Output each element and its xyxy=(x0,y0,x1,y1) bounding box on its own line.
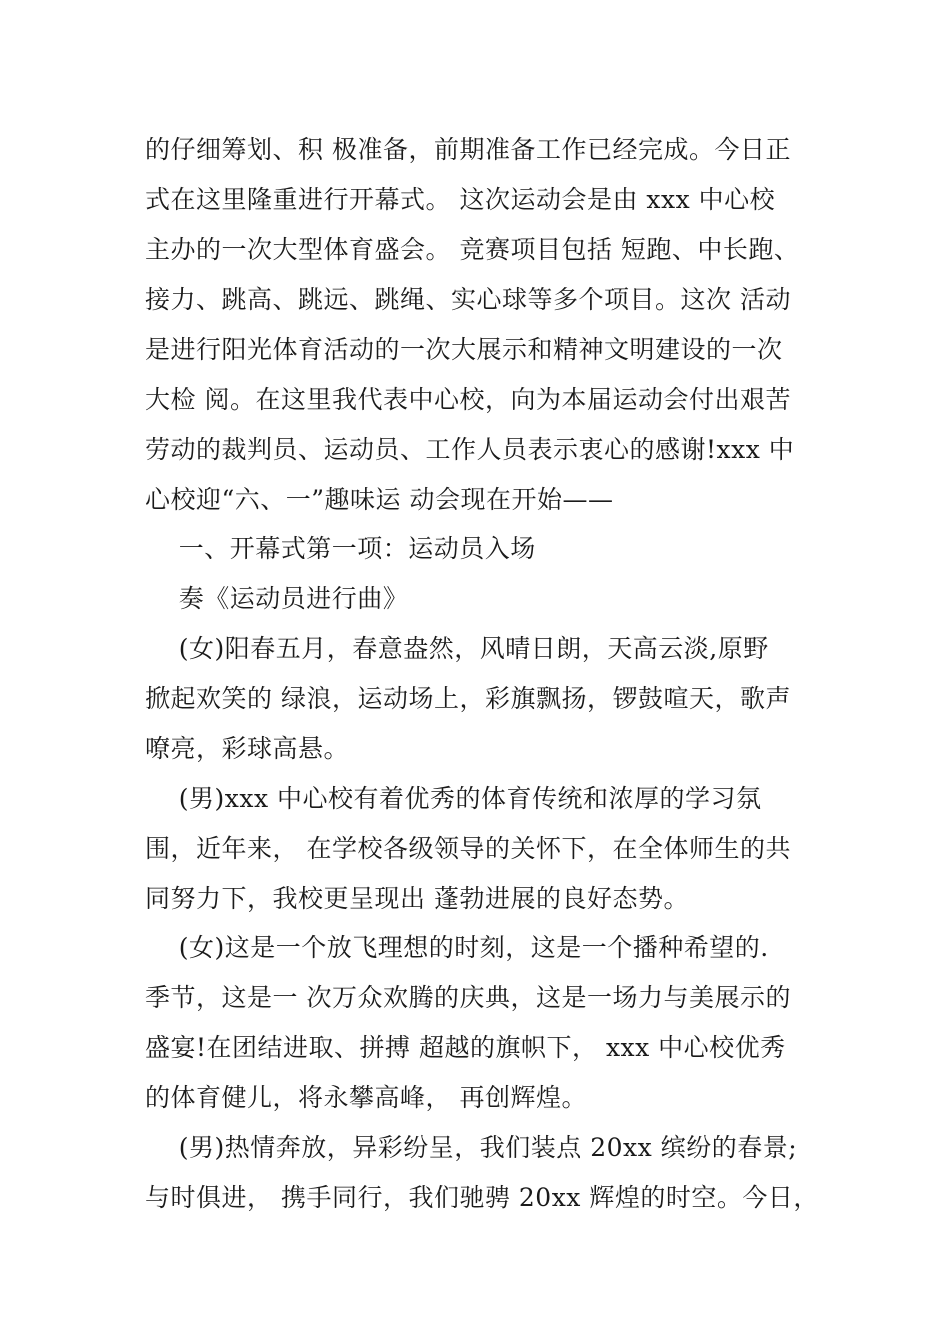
text-line: 接力、跳高、跳远、跳绳、实心球等多个项目。这次 活动 xyxy=(145,285,791,314)
text-line: 劳动的裁判员、运动员、工作人员表示衷心的感谢!xxx 中 xyxy=(145,435,795,464)
text-line: 与时俱进， 携手同行，我们驰骋 20xx 辉煌的时空。今日， xyxy=(145,1183,819,1212)
text-line: 主办的一次大型体育盛会。 竞赛项目包括 短跑、中长跑、 xyxy=(145,235,800,264)
text-line: 的体育健儿，将永攀高峰， 再创辉煌。 xyxy=(145,1083,587,1112)
text-line: 盛宴!在团结进取、拼搏 超越的旗帜下， xxx 中心校优秀 xyxy=(145,1033,786,1062)
text-line: 大检 阅。在这里我代表中心校，向为本届运动会付出艰苦 xyxy=(145,385,791,414)
text-line: (女)这是一个放飞理想的时刻，这是一个播种希望的. xyxy=(145,933,769,962)
text-line: 式在这里隆重进行开幕式。 这次运动会是由 xxx 中心校 xyxy=(145,185,776,214)
text-line: 同努力下，我校更呈现出 蓬勃进展的良好态势。 xyxy=(145,884,689,913)
section-heading: 一、开幕式第一项：运动员入场 xyxy=(145,534,536,563)
text-line: 嘹亮，彩球高悬。 xyxy=(145,734,350,763)
text-line: 的仔细筹划、积 极准备，前期准备工作已经完成。今日正 xyxy=(145,135,791,164)
text-line: (男)热情奔放，异彩纷呈，我们装点 20xx 缤纷的春景; xyxy=(145,1133,798,1162)
text-line: (男)xxx 中心校有着优秀的体育传统和浓厚的学习氛 xyxy=(145,784,762,813)
text-line: 心校迎“六、一”趣味运 动会现在开始—— xyxy=(145,485,614,514)
text-line: 是进行阳光体育活动的一次大展示和精神文明建设的一次 xyxy=(145,335,783,364)
text-line: (女)阳春五月，春意盎然，风晴日朗，天高云淡,原野 xyxy=(145,634,769,663)
text-line: 季节，这是一 次万众欢腾的庆典，这是一场力与美展示的 xyxy=(145,983,791,1012)
text-line: 奏《运动员进行曲》 xyxy=(145,584,409,613)
text-line: 围，近年来， 在学校各级领导的关怀下，在全体师生的共 xyxy=(145,834,791,863)
text-line: 掀起欢笑的 绿浪，运动场上，彩旗飘扬，锣鼓喧天，歌声 xyxy=(145,684,791,713)
